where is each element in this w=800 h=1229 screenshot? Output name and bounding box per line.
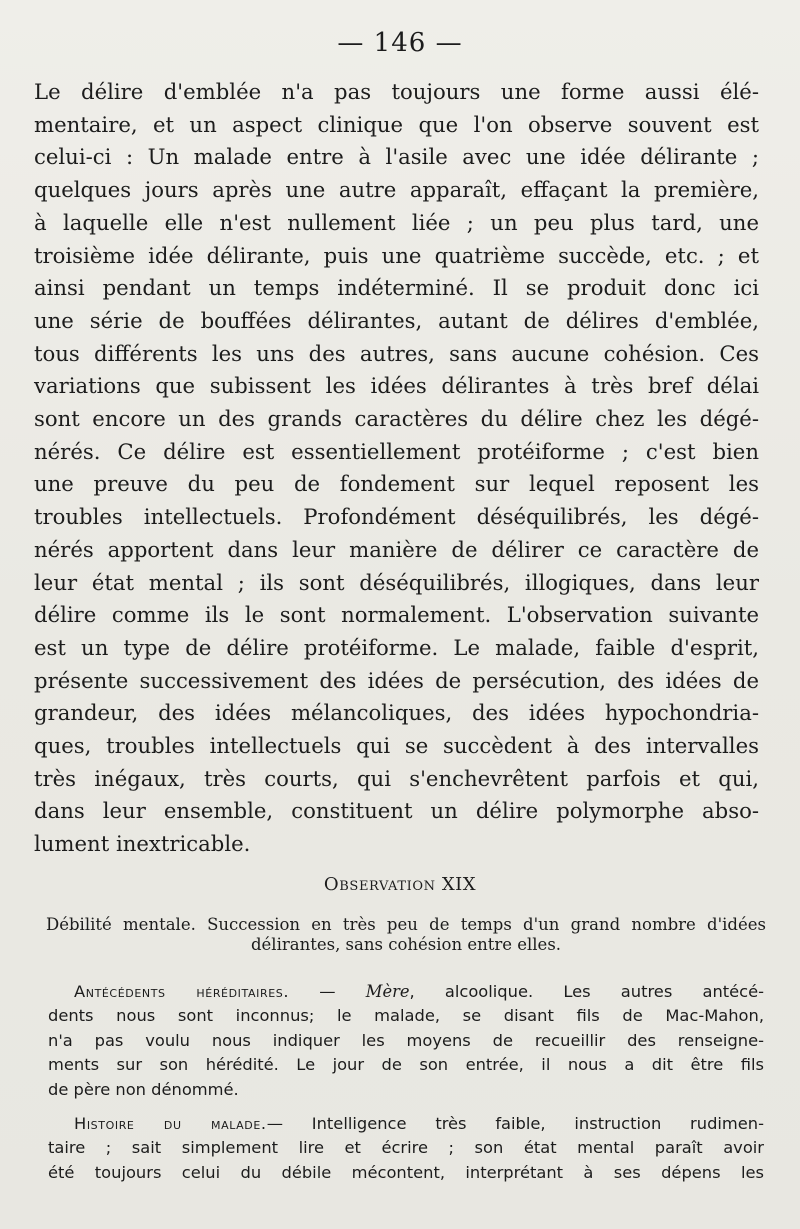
text-line: dents nous sont inconnus; le malade, se disant fils de Mac-Mahon, xyxy=(48,1006,764,1026)
text-line: été toujours celui du débile mécontent, interprétant à ses dépens les xyxy=(48,1162,764,1182)
text-line: quelques jours après une autre apparaît, effaçant la première, xyxy=(34,177,759,203)
text-line: nérés. Ce délire est essentiellement protéiforme ; c'est bien xyxy=(34,438,759,464)
text-line: ainsi pendant un temps indéterminé. Il se produit donc ici xyxy=(34,275,759,301)
text-line: tous différents les uns des autres, sans aucune cohésion. Ces xyxy=(34,340,759,366)
observation-subtitle xyxy=(46,915,766,955)
main-paragraph xyxy=(34,76,759,861)
text-line: taire ; sait simplement lire et écrire ; son état mental paraît avoir xyxy=(48,1138,764,1158)
heading-dash: — xyxy=(289,982,366,1001)
text-line: dans leur ensemble, constituent un délire polymorphe abso- xyxy=(34,798,759,824)
text-line: est un type de délire protéiforme. Le malade, faible d'esprit, xyxy=(34,634,759,660)
text-line: ments sur son hérédité. Le jour de son entrée, il nous a dit être fils xyxy=(48,1055,764,1075)
text-line: très inégaux, très courts, qui s'enchevrêtent parfois et qui, xyxy=(34,765,759,791)
text-line: lument inextricable. xyxy=(34,831,251,857)
mother-word: Mère xyxy=(365,982,410,1001)
subtitle-line: Débilité mentale. Succession en très peu de temps d'un grand nombre d'idées xyxy=(46,915,766,934)
antecedents-paragraph xyxy=(48,980,765,1102)
text-line: leur état mental ; ils sont déséquilibrés, illogiques, dans leur xyxy=(34,569,759,595)
page-number: — 146 — xyxy=(337,28,463,58)
text-line: une preuve du peu de fondement sur lequel reposent les xyxy=(34,471,759,497)
text-line: présente successivement des idées de persécution, des idées de xyxy=(34,667,759,693)
text-line: mentaire, et un aspect clinique que l'on observe souvent est xyxy=(34,111,759,137)
text-line: ques, troubles intellectuels qui se succèdent à des intervalles xyxy=(34,733,759,759)
text-line: variations que subissent les idées délirantes à très bref délai xyxy=(34,373,759,399)
antecedents-line-rest: , alcoolique. Les autres antécé- xyxy=(409,982,765,1001)
subtitle-line: délirantes, sans cohésion entre elles. xyxy=(250,935,562,954)
antecedents-first-line xyxy=(74,980,764,1004)
text-line: délire comme ils le sont normalement. L'observation suivante xyxy=(34,602,759,628)
text-line: n'a pas voulu nous indiquer les moyens de recueillir des renseigne- xyxy=(48,1030,764,1050)
antecedents-heading: Antécédents héréditaires. xyxy=(74,982,290,1001)
text-line: Le délire d'emblée n'a pas toujours une forme aussi élé- xyxy=(34,79,759,104)
histoire-first-line xyxy=(74,1112,764,1136)
text-line: de père non dénommé. xyxy=(48,1079,239,1099)
text-line: celui-ci : Un malade entre à l'asile avec une idée délirante ; xyxy=(34,144,759,170)
text-line: grandeur, des idées mélancoliques, des idées hypochondria- xyxy=(34,700,759,726)
histoire-paragraph xyxy=(48,1112,764,1185)
observation-title xyxy=(0,874,800,895)
text-line: nérés apportent dans leur manière de délirer ce caractère de xyxy=(34,536,759,562)
histoire-heading: Histoire du malade. xyxy=(74,1114,267,1133)
heading-dash: — xyxy=(266,1114,312,1133)
text-line: une série de bouffées délirantes, autant de délires d'emblée, xyxy=(34,307,759,333)
text-line: troisième idée délirante, puis une quatrième succède, etc. ; et xyxy=(34,242,759,268)
text-line: à laquelle elle n'est nullement liée ; un peu plus tard, une xyxy=(34,209,759,235)
histoire-line-rest: Intelligence très faible, instruction rudimen- xyxy=(311,1114,764,1133)
text-line: sont encore un des grands caractères du délire chez les dégé- xyxy=(34,406,759,432)
observation-label: Observation xyxy=(323,874,436,895)
text-line: troubles intellectuels. Profondément déséquilibrés, les dégé- xyxy=(34,504,759,530)
observation-number: XIX xyxy=(441,874,477,895)
